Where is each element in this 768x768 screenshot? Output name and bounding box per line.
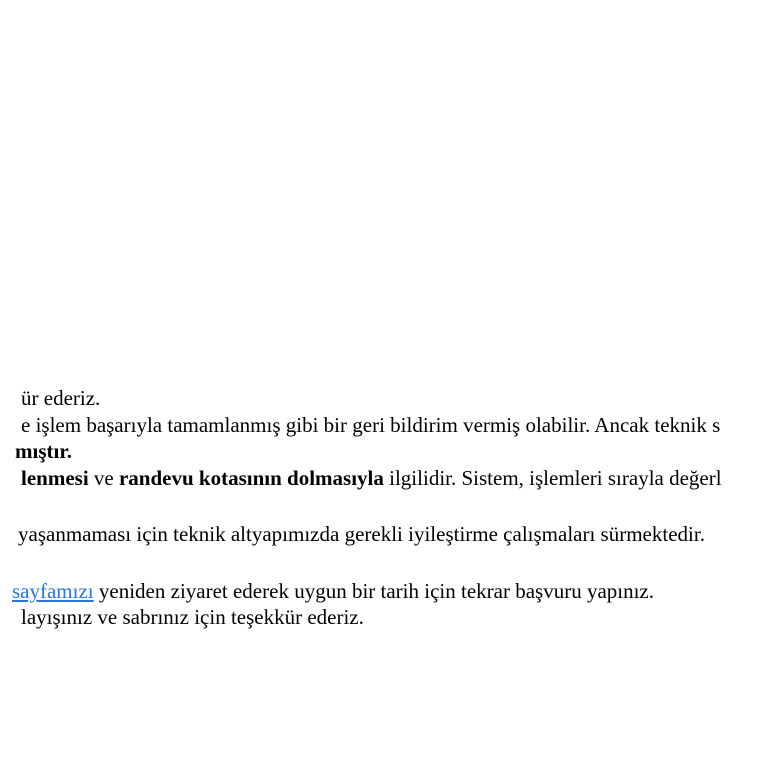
text-fragment: e işlem başarıyla tamamlanmış gibi bir geri bildirim vermiş olabilir. Ancak teknik s xyxy=(21,413,721,437)
text-fragment: yaşanmaması için teknik altyapımızda gerekli iyileştirme çalışmaları sürmektedir. xyxy=(18,522,705,546)
text-fragment: ilgilidir. Sistem, işlemleri sırayla değerl xyxy=(383,466,722,490)
text-fragment: layışınız ve sabrınız için teşekkür ederiz. xyxy=(21,605,364,629)
bold-text-fragment: lenmesi xyxy=(21,466,89,490)
bold-text-fragment: randevu kotasının dolmasıyla xyxy=(118,466,384,490)
text-line-7 xyxy=(0,577,364,658)
sayfamizi-link[interactable]: sayfamızı xyxy=(12,579,94,603)
text-fragment: ve xyxy=(88,466,119,490)
text-fragment: ür ederiz. xyxy=(21,386,101,410)
text-fragment: yeniden ziyaret ederek uygun bir tarih için tekrar başvuru yapınız. xyxy=(93,579,655,603)
bold-text-fragment: mıştır. xyxy=(15,439,72,463)
